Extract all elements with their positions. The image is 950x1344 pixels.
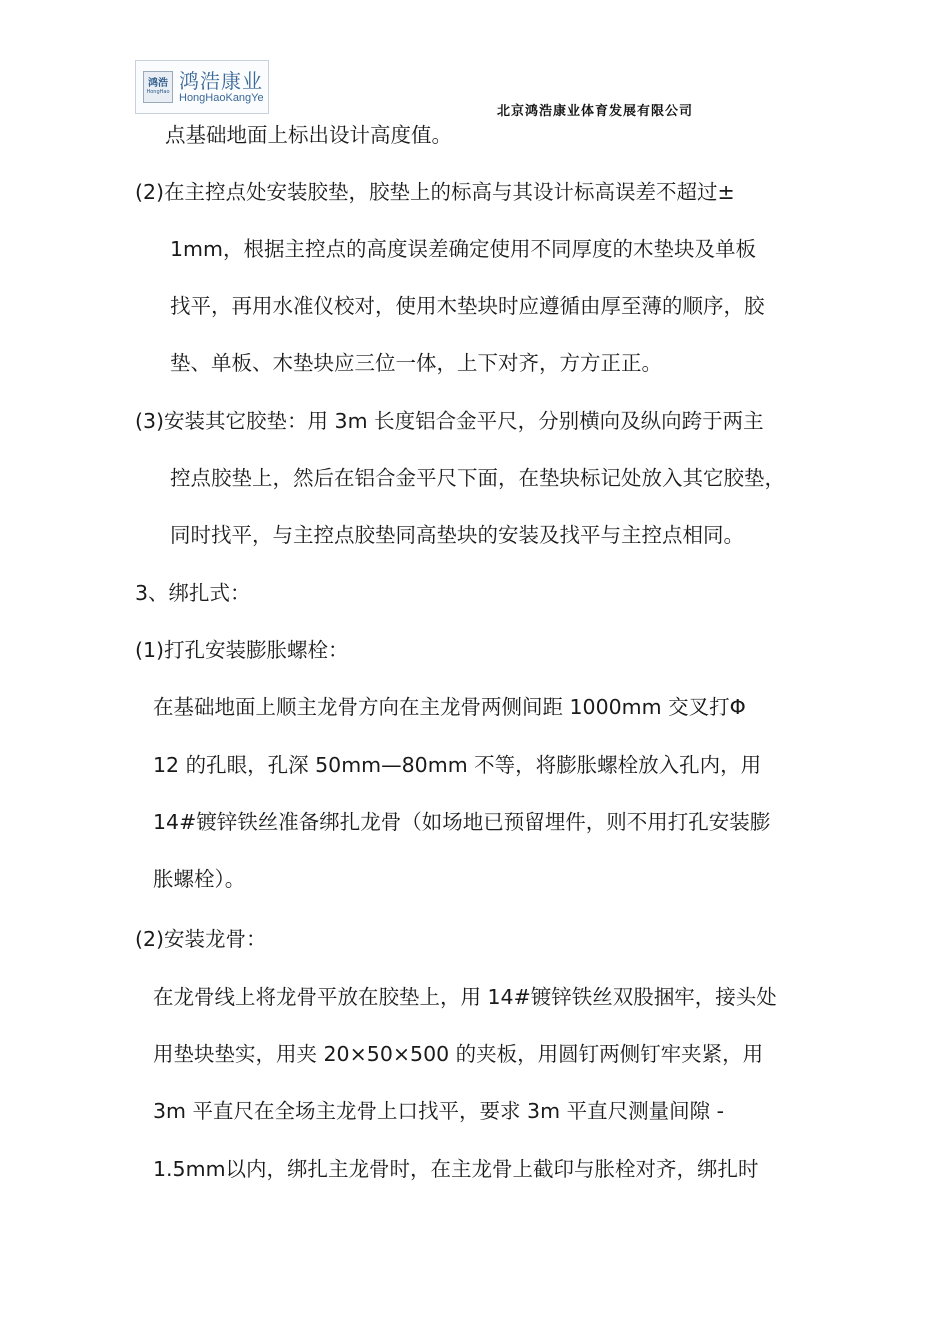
body-line-13: 14#镀锌铁丝准备绑扎龙骨（如场地已预留埋件，则不用打孔安装膨 (153, 810, 771, 834)
body-line-12: 12 的孔眼，孔深 50mm—80mm 不等，将膨胀螺栓放入孔内，用 (153, 753, 762, 777)
body-line-16: 在龙骨线上将龙骨平放在胶垫上，用 14#镀锌铁丝双股捆牢，接头处 (153, 985, 777, 1009)
body-line-17: 用垫块垫实，用夹 20×50×500 的夹板，用圆钉两侧钉牢夹紧，用 (153, 1042, 764, 1066)
logo-chinese-name: 鸿浩康业 (179, 68, 263, 93)
logo-emblem-icon (143, 71, 173, 103)
body-line-3: 1mm，根据主控点的高度误差确定使用不同厚度的木垫块及单板 (170, 237, 756, 261)
body-line-11: 在基础地面上顺主龙骨方向在主龙骨两侧间距 1000mm 交叉打Φ (153, 695, 746, 719)
body-line-15: (2)安装龙骨： (135, 927, 267, 951)
company-logo (135, 60, 269, 114)
body-line-2: (2)在主控点处安装胶垫，胶垫上的标高与其设计标高误差不超过± (135, 180, 735, 204)
body-line-6: (3)安装其它胶垫：用 3m 长度铝合金平尺，分别横向及纵向跨于两主 (135, 409, 764, 433)
logo-english-name: HongHaoKangYe (179, 91, 264, 104)
section-heading: 3、绑扎式： (135, 581, 251, 605)
body-line-10: (1)打孔安装膨胀螺栓： (135, 638, 349, 662)
body-line-18: 3m 平直尺在全场主龙骨上口找平，要求 3m 平直尺测量间隙 - (153, 1099, 724, 1123)
body-line-14: 胀螺栓）。 (153, 867, 246, 891)
logo-emblem-subtext: HongHao (146, 89, 170, 95)
header-company-name: 北京鸿浩康业体育发展有限公司 (497, 104, 694, 119)
body-line-4: 找平，再用水准仪校对，使用木垫块时应遵循由厚至薄的顺序，胶 (170, 294, 765, 318)
body-line-5: 垫、单板、木垫块应三位一体，上下对齐，方方正正。 (170, 351, 662, 375)
body-line-8: 同时找平，与主控点胶垫同高垫块的安装及找平与主控点相同。 (170, 523, 744, 547)
body-line-19: 1.5mm以内，绑扎主龙骨时，在主龙骨上截印与胀栓对齐，绑扎时 (153, 1157, 759, 1181)
logo-emblem-text: 鸿浩 (148, 78, 168, 89)
body-line-7: 控点胶垫上，然后在铝合金平尺下面，在垫块标记处放入其它胶垫， (170, 466, 785, 490)
body-line-1: 点基础地面上标出设计高度值。 (165, 123, 452, 147)
